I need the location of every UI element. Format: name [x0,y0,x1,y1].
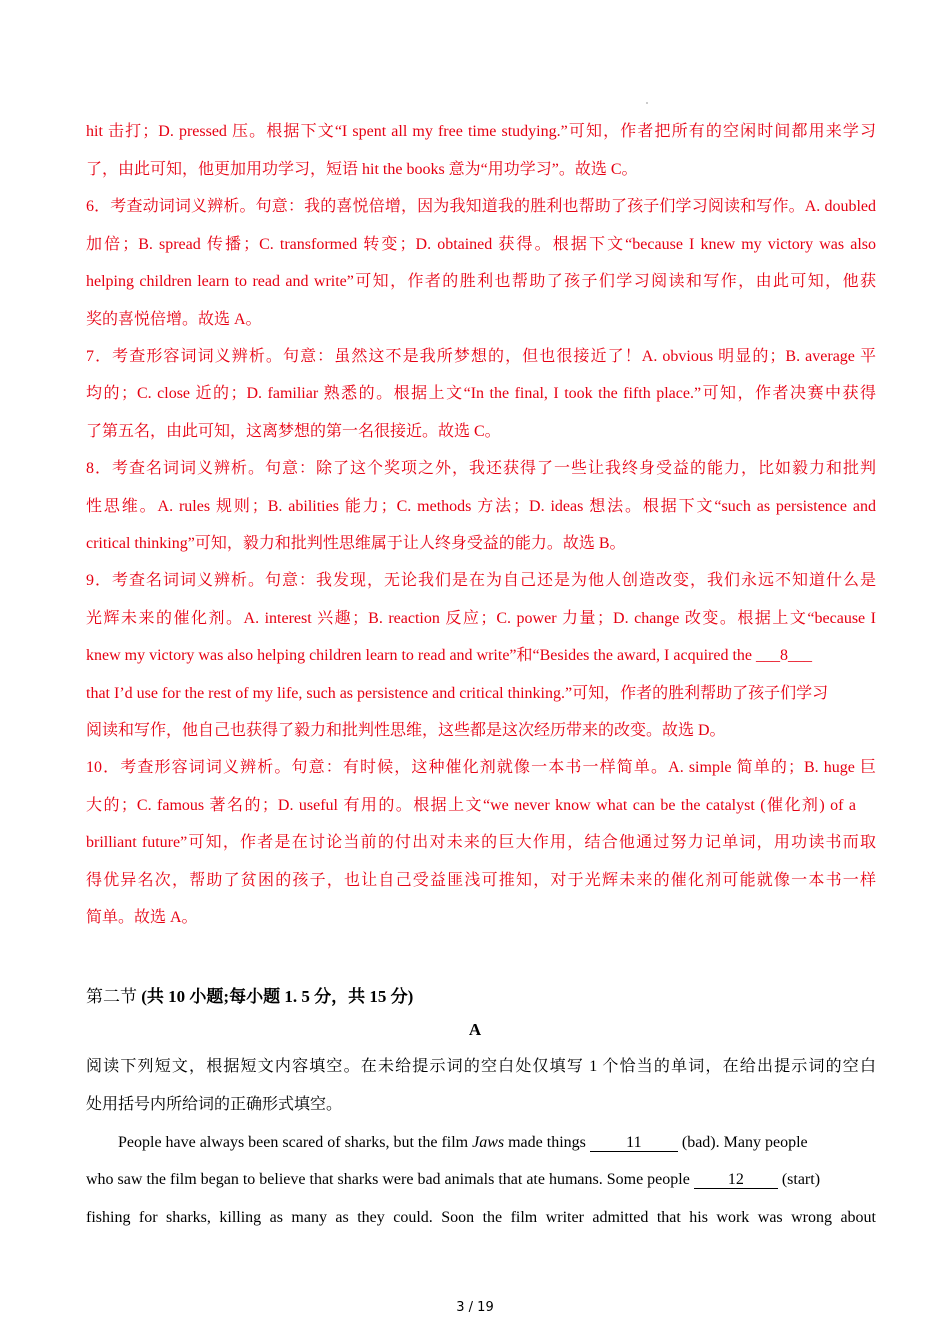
page-number: 3 / 19 [456,1300,494,1315]
answer-line: 简单。故选 A。 [86,909,198,926]
answer-line: 7．考查形容词词义辨析。句意：虽然这不是我所梦想的，但也很接近了！A. obvious 明显的；B. average 平 [86,348,876,365]
passage-text: who saw the film began to believe that sharks were bad animals that ate humans. Some people [86,1171,694,1188]
answer-line: brilliant future”可知，作者是在讨论当前的付出对未来的巨大作用，结合他通过努力记单词，用功读书而取 [86,834,876,851]
answer-line: 10．考查形容词词义辨析。句意：有时候，这种催化剂就像一本书一样简单。A. simple 简单的；B. huge 巨 [86,759,876,776]
part-heading: A [468,1020,482,1039]
answer-line: helping children learn to read and write”可知，作者的胜利也帮助了孩子们学习阅读和写作，由此可知，他获 [86,273,876,290]
passage-line [118,1133,876,1153]
scan-dot [646,102,648,104]
answer-line: that I’d use for the rest of my life, such as persistence and critical thinking.”可知，作者的胜利帮助了孩子们学习 [86,685,829,702]
answer-blank-11[interactable]: 11 [590,1135,678,1152]
answer-line: 6．考查动词词义辨析。句意：我的喜悦倍增，因为我知道我的胜利也帮助了孩子们学习阅读和写作。A. doubled [86,198,876,215]
answer-line: 性思维。A. rules 规则；B. abilities 能力；C. methods 方法；D. ideas 想法。根据下文“such as persistence and [86,498,876,515]
instruction-line: 处用括号内所给词的正确形式填空。 [86,1096,343,1113]
answer-line: critical thinking”可知，毅力和批判性思维属于让人终身受益的能力。故选 B。 [86,535,626,552]
passage-text: People have always been scared of sharks, but the film [118,1134,473,1151]
answer-line: 阅读和写作，他自己也获得了毅力和批判性思维，这些都是这次经历带来的改变。故选 D。 [86,722,726,739]
section-title [86,982,413,1007]
answer-line: 均的；C. close 近的；D. familiar 熟悉的。根据上文“In the final, I took the fifth place.”可知，作者决赛中获得 [86,385,876,402]
section-detail: (共 10 小题;每小题 1. 5 分，共 15 分) [141,987,414,1006]
passage-text: (start) [781,1171,821,1188]
answer-line: 了第五名，由此可知，这离梦想的第一名很接近。故选 C。 [86,423,501,440]
answer-line: knew my victory was also helping children learn to read and write”和“Besides the award, I acquired the ___8___ [86,647,812,664]
film-title: Jaws [472,1134,505,1151]
section-prefix: 第二节 [86,987,137,1006]
passage-text: made things [504,1134,590,1151]
answer-line: 大的；C. famous 著名的；D. useful 有用的。根据上文“we never know what can be the catalyst (催化剂) of a [86,797,856,814]
answer-line: 加倍；B. spread 传播；C. transformed 转变；D. obtained 获得。根据下文“because I knew my victory was also [86,236,876,253]
answer-blank-12[interactable]: 12 [694,1172,778,1189]
answer-line: 了，由此可知，他更加用功学习，短语 hit the books 意为“用功学习”。故选 C。 [86,161,638,178]
answer-line: 8．考查名词词义辨析。句意：除了这个奖项之外，我还获得了一些让我终身受益的能力，比如毅力和批判 [86,460,876,477]
passage-line [86,1170,876,1190]
passage-text: (bad). Many people [681,1134,808,1151]
answer-line: hit 击打；D. pressed 压。根据下文“I spent all my free time studying.”可知，作者把所有的空闲时间都用来学习 [86,123,876,140]
passage-line: fishing for sharks, killing as many as they could. Soon the film writer admitted that his work was wrong about [86,1209,876,1226]
answer-line: 得优异名次，帮助了贫困的孩子，也让自己受益匪浅可推知，对于光辉未来的催化剂可能就像一本书一样 [86,872,876,889]
answer-line: 光辉未来的催化剂。A. interest 兴趣；B. reaction 反应；C. power 力量；D. change 改变。根据上文“because I [86,610,876,627]
instruction-line: 阅读下列短文，根据短文内容填空。在未给提示词的空白处仅填写 1 个恰当的单词，在给出提示词的空白 [86,1058,876,1075]
answer-line: 奖的喜悦倍增。故选 A。 [86,311,262,328]
answer-line: 9．考查名词词义辨析。句意：我发现，无论我们是在为自己还是为他人创造改变，我们永远不知道什么是 [86,572,876,589]
